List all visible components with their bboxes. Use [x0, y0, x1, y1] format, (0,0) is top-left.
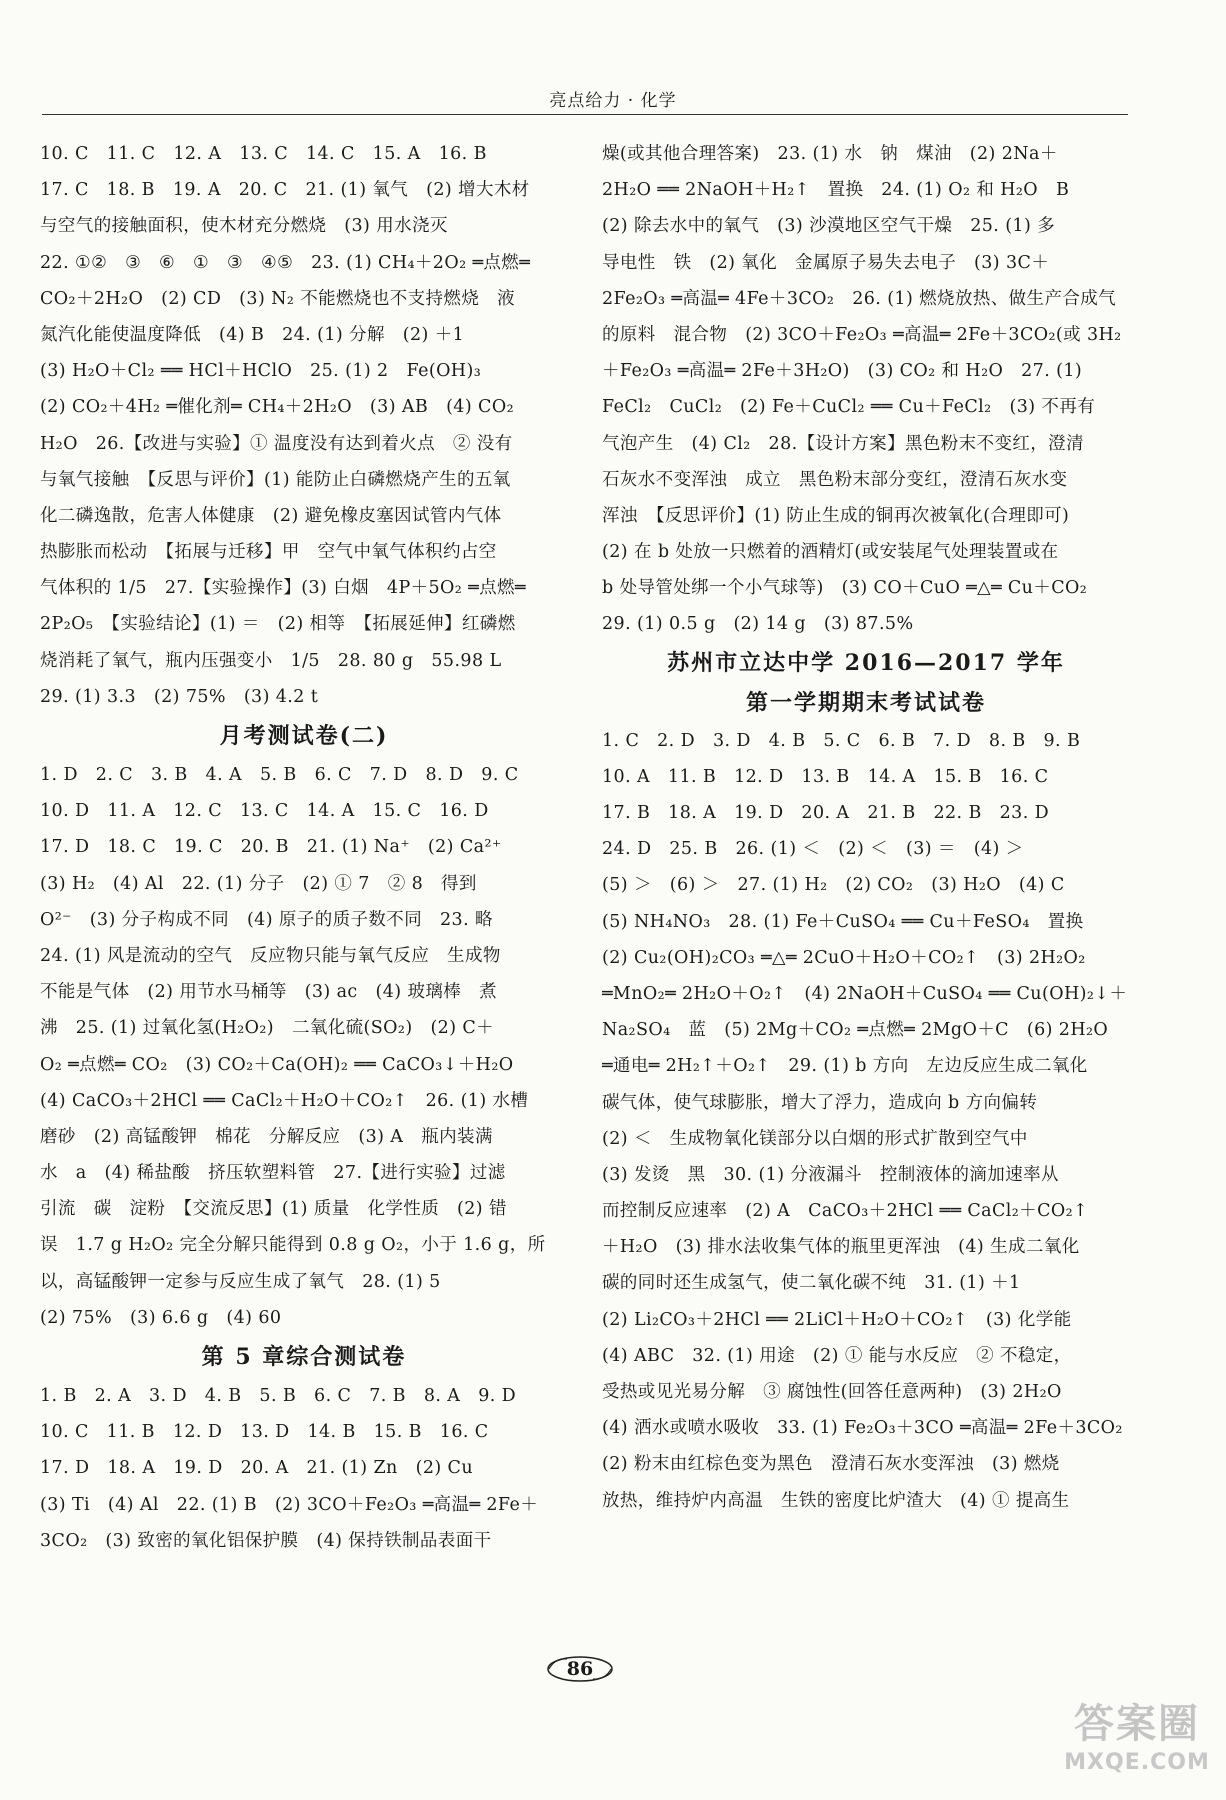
text-line: ═通电═ 2H₂↑＋O₂↑ 29. (1) b 方向 左边反应生成二氧化	[602, 1056, 1088, 1077]
text-line: 2P₂O₅ 【实验结论】(1) ＝ (2) 相等 【拓展延伸】红磷燃	[40, 614, 516, 635]
text-line: (2) 75% (3) 6.6 g (4) 60	[40, 1307, 282, 1328]
text-line: (4) 洒水或喷水吸收 33. (1) Fe₂O₃＋3CO ═高温═ 2Fe＋3CO₂	[602, 1418, 1123, 1439]
text-line: 1. D 2. C 3. B 4. A 5. B 6. C 7. D 8. D 9. C	[40, 765, 519, 785]
text-line: 2Fe₂O₃ ═高温═ 4Fe＋3CO₂ 26. (1) 燃烧放热、做生产合成气	[602, 288, 1117, 309]
text-line: CO₂＋2H₂O (2) CD (3) N₂ 不能燃烧也不支持燃烧 液	[40, 288, 516, 309]
section-title-chapter5-test: 第 5 章综合测试卷	[201, 1344, 407, 1370]
text-line: 17. D 18. C 19. C 20. B 21. (1) Na⁺ (2) Ca²⁺	[40, 837, 502, 858]
text-line: 气泡产生 (4) Cl₂ 28.【设计方案】黑色粉末不变红，澄清	[602, 433, 1084, 454]
text-line: ＋Fe₂O₃ ═高温═ 2Fe＋3H₂O) (3) CO₂ 和 H₂O 27. (1)	[602, 361, 1083, 382]
text-line: 气体积的 1/5 27.【实验操作】(3) 白烟 4P＋5O₂ ═点燃═	[40, 578, 526, 599]
watermark-url: MXQE.COM	[1064, 1750, 1210, 1775]
text-line: 导电性 铁 (2) 氧化 金属原子易失去电子 (3) 3C＋	[602, 252, 1050, 273]
text-line: (3) H₂O＋Cl₂ ══ HCl＋HClO 25. (1) 2 Fe(OH)₃	[40, 361, 482, 382]
left-block-2	[40, 757, 568, 1336]
text-line: 碳的同时还生成氢气，使二氧化碳不纯 31. (1) ＋1	[602, 1273, 1021, 1294]
text-line: 10. A 11. B 12. D 13. B 14. A 15. B 16. C	[602, 766, 1049, 787]
text-line: O₂ ═点燃═ CO₂ (3) CO₂＋Ca(OH)₂ ══ CaCO₃↓＋H₂O	[40, 1054, 514, 1075]
text-line: ＋H₂O (3) 排水法收集气体的瓶里更浑浊 (4) 生成二氧化	[602, 1237, 1080, 1258]
right-block-2	[602, 723, 1130, 1519]
text-line: 1. B 2. A 3. D 4. B 5. B 6. C 7. B 8. A 9. D	[40, 1386, 517, 1406]
text-line: 放热，维持炉内高温 生铁的密度比炉渣大 (4) ① 提高生	[602, 1490, 1070, 1511]
text-line: (3) H₂ (4) Al 22. (1) 分子 (2) ① 7 ② 8 得到	[40, 873, 477, 894]
text-line: 17. B 18. A 19. D 20. A 21. B 22. B 23. D	[602, 803, 1050, 823]
text-line: 22. ①② ③ ⑥ ① ③ ④⑤ 23. (1) CH₄＋2O₂ ═点燃═	[40, 252, 531, 273]
text-line: 水 a (4) 稀盐酸 挤压软塑料管 27.【进行实验】过滤	[40, 1163, 506, 1184]
text-line: 10. C 11. C 12. A 13. C 14. C 15. A 16. B	[40, 144, 487, 164]
text-line: (3) 发烫 黑 30. (1) 分液漏斗 控制液体的滴加速率从	[602, 1164, 1059, 1185]
text-line: 的原料 混合物 (2) 3CO＋Fe₂O₃ ═高温═ 2Fe＋3CO₂(或 3H₂	[602, 324, 1122, 345]
text-line: 29. (1) 3.3 (2) 75% (3) 4.2 t	[40, 686, 319, 707]
text-line: (2) CO₂＋4H₂ ═催化剂═ CH₄＋2H₂O (3) AB (4) CO₂	[40, 397, 514, 418]
text-line: (2) Li₂CO₃＋2HCl ══ 2LiCl＋H₂O＋CO₂↑ (3) 化学能	[602, 1309, 1072, 1330]
text-line: (2) 除去水中的氧气 (3) 沙漠地区空气干燥 25. (1) 多	[602, 216, 1056, 237]
text-line: (2) Cu₂(OH)₂CO₃ ═△═ 2CuO＋H₂O＋CO₂↑ (3) 2H₂O₂	[602, 947, 1086, 968]
text-line: 沸 25. (1) 过氧化氢(H₂O₂) 二氧化硫(SO₂) (2) C＋	[40, 1018, 495, 1039]
text-line: (5) ＞ (6) ＞ 27. (1) H₂ (2) CO₂ (3) H₂O (4) C	[602, 875, 1065, 896]
text-line: (5) NH₄NO₃ 28. (1) Fe＋CuSO₄ ══ Cu＋FeSO₄ 置换	[602, 911, 1084, 932]
watermark	[1062, 1698, 1212, 1788]
text-line: (2) 粉末由红棕色变为黑色 澄清石灰水变浑浊 (3) 燃烧	[602, 1454, 1060, 1475]
left-block-3	[40, 1378, 568, 1559]
text-line: 10. D 11. A 12. C 13. C 14. A 15. C 16. D	[40, 801, 489, 822]
text-line: 与空气的接触面积，使木材充分燃烧 (3) 用水浇灭	[40, 216, 448, 237]
text-line: b 处导管处绑一个小气球等) (3) CO＋CuO ═△═ Cu＋CO₂	[602, 578, 1088, 599]
text-line: (4) ABC 32. (1) 用途 (2) ① 能与水反应 ② 不稳定，	[602, 1345, 1072, 1366]
text-line: 氮汽化能使温度降低 (4) B 24. (1) 分解 (2) ＋1	[40, 324, 465, 345]
text-line: 误 1.7 g H₂O₂ 完全分解只能得到 0.8 g O₂，小于 1.6 g，所	[40, 1235, 546, 1256]
text-line: 29. (1) 0.5 g (2) 14 g (3) 87.5%	[602, 614, 914, 635]
text-line: 受热或见光易分解 ③ 腐蚀性(回答任意两种) (3) 2H₂O	[602, 1382, 1062, 1402]
text-line: 浑浊 【反思评价】(1) 防止生成的铜再次被氧化(合理即可)	[602, 505, 1070, 526]
text-line: 石灰水不变浑浊 成立 黑色粉末部分变红，澄清石灰水变	[602, 469, 1068, 490]
text-line: Na₂SO₄ 蓝 (5) 2Mg＋CO₂ ═点燃═ 2MgO＋C (6) 2H₂O	[602, 1020, 1109, 1041]
text-line: 17. C 18. B 19. A 20. C 21. (1) 氧气 (2) 增大木材	[40, 180, 530, 201]
text-line: ═MnO₂═ 2H₂O＋O₂↑ (4) 2NaOH＋CuSO₄ ══ Cu(OH)₂↓＋	[602, 983, 1128, 1004]
text-line: H₂O 26.【改进与实验】① 温度没有达到着火点 ② 没有	[40, 433, 513, 454]
text-line: 24. D 25. B 26. (1) ＜ (2) ＜ (3) ＝ (4) ＞	[602, 839, 1024, 860]
text-line: 17. D 18. A 19. D 20. A 21. (1) Zn (2) Cu	[40, 1458, 473, 1479]
page-header-title: 亮点给力 · 化学	[549, 91, 677, 111]
right-column	[602, 136, 1130, 1519]
text-line: 不能是气体 (2) 用节水马桶等 (3) ac (4) 玻璃棒 煮	[40, 982, 497, 1003]
header-rule	[42, 114, 1128, 115]
text-line: (3) Ti (4) Al 22. (1) B (2) 3CO＋Fe₂O₃ ═高温═ 2Fe＋	[40, 1494, 539, 1515]
text-line: 1. C 2. D 3. D 4. B 5. C 6. B 7. D 8. B 9. B	[602, 730, 1081, 751]
text-line: 碳气体，使气球膨胀，增大了浮力，造成向 b 方向偏转	[602, 1092, 1038, 1113]
text-line: 烧消耗了氧气，瓶内压强变小 1/5 28. 80 g 55.98 L	[40, 650, 502, 671]
page-number	[545, 1654, 615, 1684]
text-line: 燥(或其他合理答案) 23. (1) 水 钠 煤油 (2) 2Na＋	[602, 144, 1058, 164]
text-line: 引流 碳 淀粉 【交流反思】(1) 质量 化学性质 (2) 错	[40, 1199, 507, 1220]
left-column	[40, 136, 568, 1559]
text-line: FeCl₂ CuCl₂ (2) Fe＋CuCl₂ ══ Cu＋FeCl₂ (3) 不再有	[602, 397, 1096, 418]
text-line: (2) 在 b 处放一只燃着的酒精灯(或安装尾气处理装置或在	[602, 542, 1059, 563]
text-line: 化二磷逸散，危害人体健康 (2) 避免橡皮塞因试管内气体	[40, 505, 502, 526]
watermark-logo: 答案圈	[1074, 1701, 1200, 1747]
text-line: 以，高锰酸钾一定参与反应生成了氧气 28. (1) 5	[40, 1271, 441, 1292]
section-title-exam-line2: 第一学期期末考试试卷	[745, 689, 986, 716]
text-line: 与氧气接触 【反思与评价】(1) 能防止白磷燃烧产生的五氧	[40, 469, 511, 490]
text-line: O²⁻ (3) 分子构成不同 (4) 原子的质子数不同 23. 略	[40, 909, 493, 930]
right-block-1	[602, 136, 1130, 643]
text-line: (4) CaCO₃＋2HCl ══ CaCl₂＋H₂O＋CO₂↑ 26. (1) 水槽	[40, 1090, 529, 1111]
text-line: (2) ＜ 生成物氧化镁部分以白烟的形式扩散到空气中	[602, 1128, 1028, 1149]
page-number-text: 86	[566, 1658, 594, 1680]
text-line: 磨砂 (2) 高锰酸钾 棉花 分解反应 (3) A 瓶内装满	[40, 1126, 493, 1147]
text-line: 而控制反应速率 (2) A CaCO₃＋2HCl ══ CaCl₂＋CO₂↑	[602, 1201, 1089, 1222]
section-title-exam-line1: 苏州市立达中学 2016—2017 学年	[667, 649, 1065, 676]
text-line: 10. C 11. B 12. D 13. D 14. B 15. B 16. C	[40, 1422, 489, 1443]
section-title-monthly-test-2: 月考测试卷(二)	[219, 723, 389, 749]
text-line: 3CO₂ (3) 致密的氧化铝保护膜 (4) 保持铁制品表面干	[40, 1530, 492, 1551]
text-line: 热膨胀而松动 【拓展与迁移】甲 空气中氧气体积约占空	[40, 542, 497, 563]
left-block-1	[40, 136, 568, 715]
text-line: 24. (1) 风是流动的空气 反应物只能与氧气反应 生成物	[40, 945, 501, 966]
text-line: 2H₂O ══ 2NaOH＋H₂↑ 置换 24. (1) O₂ 和 H₂O B	[602, 180, 1070, 201]
